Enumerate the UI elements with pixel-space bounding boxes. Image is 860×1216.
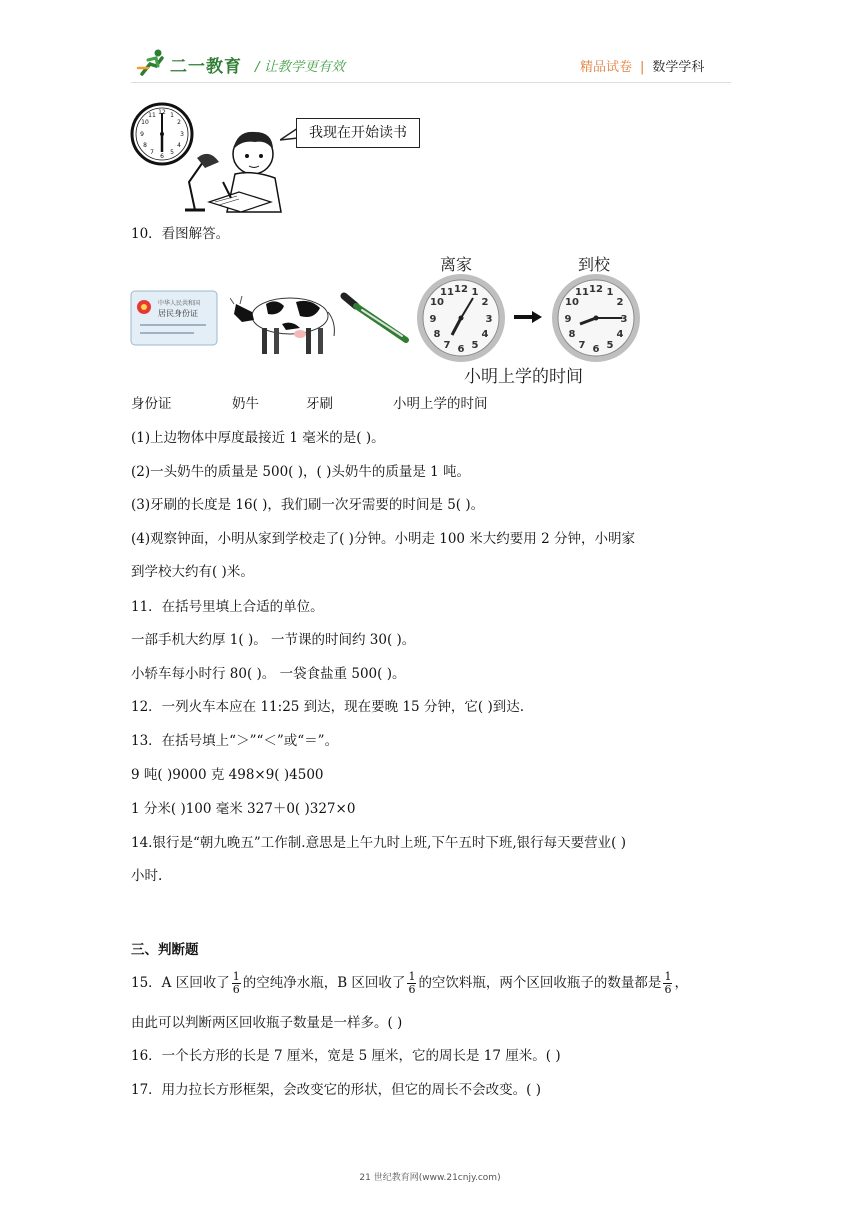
svg-text:3: 3 bbox=[485, 314, 493, 325]
clock-leave-icon bbox=[415, 272, 507, 364]
toothbrush-image bbox=[340, 290, 412, 346]
q11-line1: 一部手机大约厚 1( )。 一节课的时间约 30( )。 bbox=[131, 632, 416, 648]
q10-sub4-line2: 到学校大约有( )米。 bbox=[131, 564, 254, 580]
svg-text:11: 11 bbox=[575, 287, 589, 298]
svg-text:10: 10 bbox=[141, 119, 149, 126]
q10-sub4-line1: (4)观察钟面，小明从家到学校走了( )分钟。小明走 100 米大约要用 2 分钟，小明家 bbox=[131, 531, 635, 547]
q15-part-b: 的空纯净水瓶，B 区回收了 bbox=[242, 975, 406, 991]
svg-text:5: 5 bbox=[606, 340, 614, 351]
svg-text:2: 2 bbox=[177, 119, 181, 126]
fraction-denominator: 6 bbox=[408, 983, 416, 996]
header-logo-icon bbox=[136, 48, 168, 76]
svg-text:8: 8 bbox=[568, 329, 576, 340]
q10-label-toothbrush: 牙刷 bbox=[306, 396, 333, 412]
q17-text: 17．用力拉长方形框架，会改变它的形状，但它的周长不会改变。( ) bbox=[131, 1082, 542, 1098]
fraction-numerator: 1 bbox=[664, 970, 672, 983]
svg-text:1: 1 bbox=[606, 287, 614, 298]
svg-text:4: 4 bbox=[616, 329, 624, 340]
q11-prompt: 11．在括号里填上合适的单位。 bbox=[131, 599, 324, 615]
svg-text:9: 9 bbox=[140, 131, 144, 138]
q10-sub3: (3)牙刷的长度是 16( )，我们刷一次牙需要的时间是 5( )。 bbox=[131, 497, 485, 513]
svg-text:10: 10 bbox=[565, 297, 579, 308]
q13-line2: 1 分米( )100 毫米 327＋0( )327×0 bbox=[131, 801, 356, 817]
q14-line2: 小时. bbox=[131, 868, 163, 884]
svg-text:1: 1 bbox=[170, 112, 174, 119]
section-title: 三、判断题 bbox=[131, 942, 199, 958]
svg-text:9: 9 bbox=[429, 314, 437, 325]
q10-prompt: 10．看图解答。 bbox=[131, 226, 230, 242]
fraction-numerator: 1 bbox=[232, 970, 240, 983]
fraction-numerator: 1 bbox=[408, 970, 416, 983]
clock-arrive-icon bbox=[550, 272, 642, 364]
q14-line1: 14.银行是“朝九晚五”工作制.意思是上午九时上班,下午五时下班,银行每天要营业( ) bbox=[131, 835, 626, 851]
svg-text:5: 5 bbox=[471, 340, 479, 351]
id-card-subtitle: 居民身份证 bbox=[158, 309, 198, 318]
header-subject: 数学学科 bbox=[652, 60, 705, 75]
q15-line1 bbox=[131, 966, 688, 1000]
svg-text:7: 7 bbox=[150, 149, 154, 156]
svg-text:4: 4 bbox=[177, 142, 181, 149]
svg-text:7: 7 bbox=[578, 340, 586, 351]
id-card-image bbox=[130, 290, 218, 346]
q15-line2: 由此可以判断两区回收瓶子数量是一样多。( ) bbox=[131, 1015, 403, 1031]
q10-sub1: (1)上边物体中厚度最接近 1 毫米的是( )。 bbox=[131, 430, 385, 446]
q10-label-time: 小明上学的时间 bbox=[393, 396, 488, 412]
svg-text:11: 11 bbox=[440, 287, 454, 298]
q12-text: 12．一列火车本应在 11:25 到达，现在要晚 15 分钟，它( )到达. bbox=[131, 699, 525, 715]
header-divider bbox=[131, 82, 731, 83]
fraction-one-sixth bbox=[407, 971, 416, 996]
q13-prompt: 13．在括号填上“＞”“＜”或“＝”。 bbox=[131, 733, 339, 749]
q10-sub2: (2)一头奶牛的质量是 500( )，( )头奶牛的质量是 1 吨。 bbox=[131, 464, 471, 480]
svg-text:3: 3 bbox=[620, 314, 628, 325]
svg-text:1: 1 bbox=[471, 287, 479, 298]
svg-text:7: 7 bbox=[443, 340, 451, 351]
footer-text: 21 世纪教育网(www.21cnjy.com) bbox=[359, 1173, 501, 1183]
q15-part-d: ， bbox=[674, 975, 688, 991]
svg-text:2: 2 bbox=[481, 297, 489, 308]
q10-label-idcard: 身份证 bbox=[131, 396, 172, 412]
svg-text:3: 3 bbox=[180, 131, 184, 138]
svg-text:9: 9 bbox=[564, 314, 572, 325]
svg-text:6: 6 bbox=[457, 344, 465, 355]
boy-reading-illustration bbox=[175, 122, 287, 216]
clock-arrive-label: 到校 bbox=[578, 255, 611, 274]
fraction-denominator: 6 bbox=[664, 983, 672, 996]
arrow-right-icon bbox=[514, 308, 544, 326]
q16-text: 16．一个长方形的长是 7 厘米，宽是 5 厘米，它的周长是 17 厘米。( ) bbox=[131, 1048, 561, 1064]
header-brand: 二一教育 bbox=[170, 57, 242, 77]
svg-text:12: 12 bbox=[454, 284, 468, 295]
svg-text:5: 5 bbox=[170, 149, 174, 156]
svg-text:8: 8 bbox=[143, 142, 147, 149]
q13-line1: 9 吨( )9000 克 498×9( )4500 bbox=[131, 767, 324, 783]
svg-text:6: 6 bbox=[592, 344, 600, 355]
q10-label-cow: 奶牛 bbox=[232, 396, 259, 412]
header-right bbox=[580, 56, 704, 75]
header-tag: 精品试卷 bbox=[580, 60, 633, 75]
fraction-one-sixth bbox=[232, 971, 241, 996]
header-slogan: / 让教学更有效 bbox=[255, 59, 345, 75]
q15-part-a: 15．A 区回收了 bbox=[131, 975, 230, 991]
header-separator: | bbox=[640, 60, 645, 75]
fraction-denominator: 6 bbox=[232, 983, 240, 996]
cow-image bbox=[230, 282, 340, 358]
id-card-title: 中华人民共和国 bbox=[158, 300, 201, 307]
svg-text:11: 11 bbox=[148, 112, 156, 119]
svg-text:12: 12 bbox=[158, 109, 166, 116]
svg-text:8: 8 bbox=[433, 329, 441, 340]
svg-text:6: 6 bbox=[160, 153, 164, 160]
svg-text:4: 4 bbox=[481, 329, 489, 340]
clock-leave-label: 离家 bbox=[440, 255, 473, 274]
speech-bubble: 我现在开始读书 bbox=[296, 118, 420, 148]
q11-line2: 小轿车每小时行 80( )。 一袋食盐重 500( )。 bbox=[131, 666, 406, 682]
svg-text:10: 10 bbox=[430, 297, 444, 308]
clocks-caption: 小明上学的时间 bbox=[464, 367, 583, 387]
q15-part-c: 的空饮料瓶，两个区回收瓶子的数量都是 bbox=[418, 975, 662, 991]
svg-text:2: 2 bbox=[616, 297, 624, 308]
fraction-one-sixth bbox=[663, 971, 672, 996]
svg-text:12: 12 bbox=[589, 284, 603, 295]
